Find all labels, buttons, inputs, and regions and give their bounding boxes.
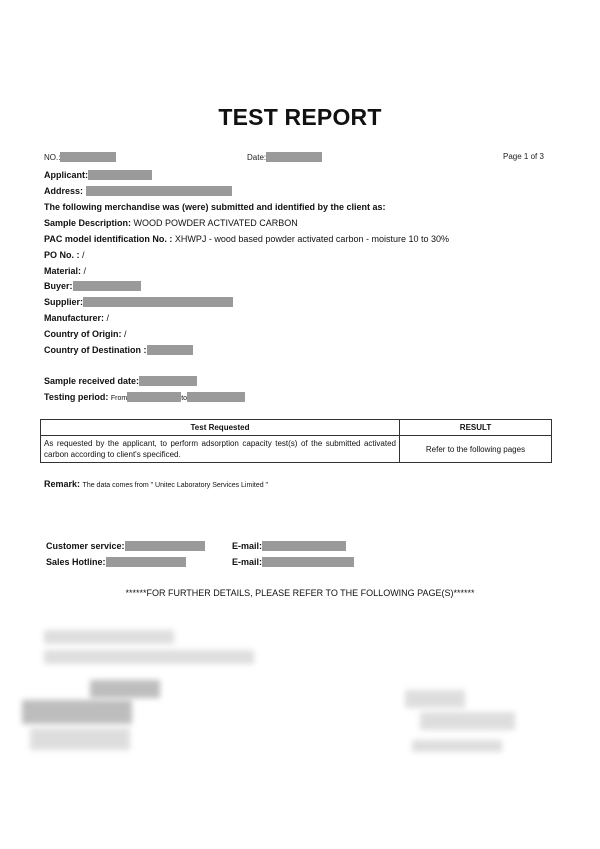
report-title: TEST REPORT (218, 104, 382, 130)
redacted-destination (147, 345, 193, 355)
testing-from: From (110, 395, 128, 402)
redacted-supplier (83, 297, 233, 307)
address-line (44, 186, 232, 197)
merchandise-statement: The following merchandise was (were) submitted and identified by the client as: (44, 202, 386, 212)
sales-hotline-line (46, 557, 186, 568)
sales-hotline-label: Sales Hotline: (46, 557, 106, 567)
destination-label: Country of Destination : (44, 345, 147, 355)
redacted-email-1 (262, 541, 346, 551)
origin-line (44, 329, 127, 340)
manufacturer-line (44, 313, 109, 324)
material-line (44, 266, 86, 277)
material-value: / (83, 266, 87, 276)
testing-line (44, 392, 245, 404)
supplier-line (44, 297, 233, 308)
redacted-customer-service (125, 541, 205, 551)
testing-to: to (181, 395, 188, 402)
email-line-2 (232, 557, 354, 568)
redacted-address (86, 186, 232, 196)
header-test-requested: Test Requested (41, 420, 400, 436)
applicant-line (44, 170, 152, 181)
sample-description-label: Sample Description: (44, 218, 132, 228)
remark-label: Remark: (44, 479, 81, 489)
email-label-2: E-mail: (232, 557, 263, 567)
address-label: Address: (44, 186, 84, 196)
redacted-report-number (60, 152, 116, 162)
sample-description-line (44, 218, 298, 229)
destination-line (44, 345, 193, 356)
remark-text: The data comes from " Unitec Laboratory Services Limited " (82, 482, 269, 489)
remark-line (44, 479, 268, 491)
email-label-1: E-mail: (232, 541, 263, 551)
redacted-buyer (73, 281, 141, 291)
redacted-testing-end (187, 392, 245, 402)
buyer-line (44, 281, 141, 292)
redacted-email-2 (262, 557, 354, 567)
report-number-label: NO.: (44, 153, 61, 162)
redacted-applicant (88, 170, 152, 180)
redacted-sales-hotline (106, 557, 186, 567)
material-label: Material: (44, 266, 82, 276)
manufacturer-label: Manufacturer: (44, 313, 105, 323)
po-line (44, 250, 85, 261)
manufacturer-value: / (106, 313, 110, 323)
pac-label: PAC model identification No. : (44, 234, 173, 244)
redacted-testing-start (127, 392, 181, 402)
redacted-received-date (139, 376, 197, 386)
test-table (40, 419, 552, 463)
origin-value: / (124, 329, 127, 339)
testing-label: Testing period: (44, 392, 109, 402)
received-label: Sample received date: (44, 376, 140, 386)
page-indicator: Page 1 of 3 (503, 152, 544, 161)
sample-description-value: WOOD POWDER ACTIVATED CARBON (133, 218, 298, 228)
applicant-label: Applicant: (44, 170, 88, 180)
report-date-label: Date: (247, 153, 267, 162)
footer-note: ******FOR FURTHER DETAILS, PLEASE REFER TO THE FOLLOWING PAGE(S)****** (125, 588, 475, 598)
pac-value: XHWPJ - wood based powder activated carbon - moisture 10 to 30% (174, 234, 449, 244)
pac-line (44, 234, 449, 245)
po-value: / (82, 250, 85, 260)
buyer-label: Buyer: (44, 281, 73, 291)
email-line-1 (232, 541, 346, 552)
report-date (247, 152, 322, 162)
received-line (44, 376, 197, 387)
result-cell: Refer to the following pages (400, 436, 552, 463)
customer-service-line (46, 541, 205, 552)
table-header-row (41, 420, 552, 436)
redacted-report-date (266, 152, 322, 162)
supplier-label: Supplier: (44, 297, 84, 307)
po-label: PO No. : (44, 250, 80, 260)
table-row (41, 436, 552, 463)
customer-service-label: Customer service: (46, 541, 125, 551)
header-result: RESULT (400, 420, 552, 436)
report-number (44, 152, 116, 162)
test-requested-cell: As requested by the applicant, to perform adsorption capacity test(s) of the submitted activated carbon according to client's specificed. (41, 436, 400, 463)
origin-label: Country of Origin: (44, 329, 122, 339)
